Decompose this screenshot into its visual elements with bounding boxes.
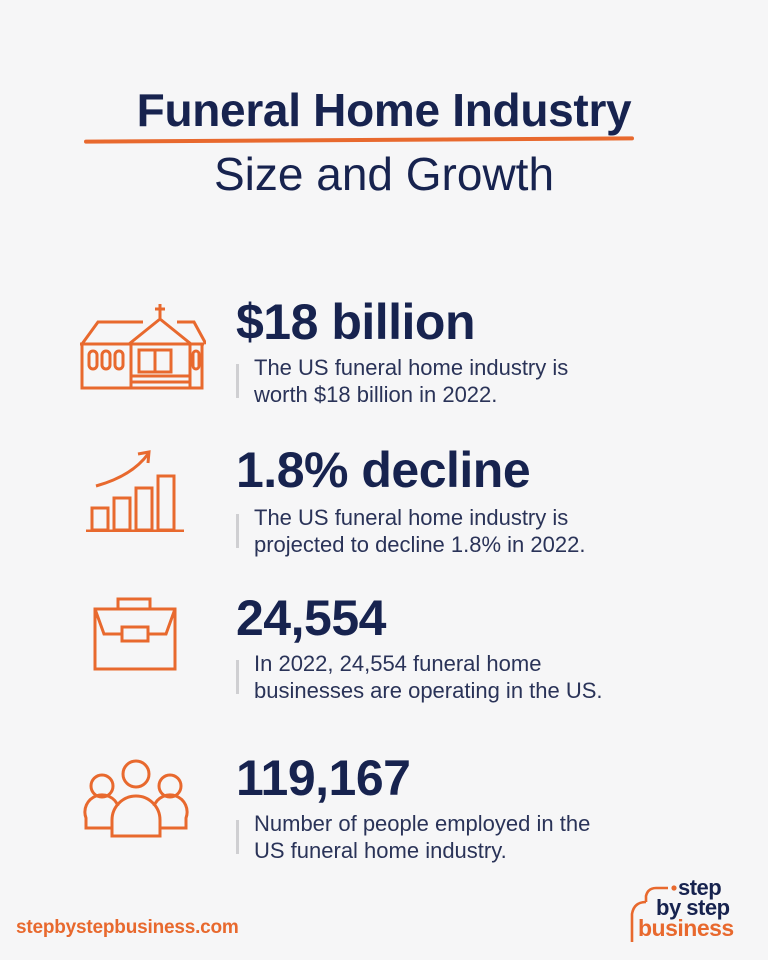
stat-description-line2: businesses are operating in the US. xyxy=(254,678,603,703)
quote-bar xyxy=(236,820,239,854)
stat-value: $18 billion xyxy=(236,294,476,350)
stat-description-line1: The US funeral home industry is xyxy=(254,505,569,530)
page-title: Funeral Home Industry xyxy=(136,84,632,136)
funeral-home-building-icon xyxy=(78,294,206,394)
brand-logo xyxy=(626,875,746,944)
stat-value: 24,554 xyxy=(236,590,386,646)
page-subtitle: Size and Growth xyxy=(213,148,555,200)
header xyxy=(0,82,768,138)
stat-growth xyxy=(0,440,768,590)
briefcase-icon xyxy=(92,596,178,672)
logo-text-step: step xyxy=(678,875,722,900)
growth-bar-chart-icon xyxy=(82,446,188,532)
stat-description-line1: In 2022, 24,554 funeral home xyxy=(254,651,542,676)
quote-bar xyxy=(236,514,239,548)
stat-businesses xyxy=(0,588,768,738)
stat-value: 119,167 xyxy=(236,750,411,806)
people-group-icon xyxy=(82,756,190,838)
footer-website-link[interactable]: stepbystepbusiness.com xyxy=(16,917,239,938)
stat-employment xyxy=(0,748,768,898)
logo-text-by-step: by step xyxy=(656,895,730,920)
stat-description-line2: worth $18 billion in 2022. xyxy=(254,382,498,407)
logo-text-business: business xyxy=(638,915,734,941)
stat-description-line2: projected to decline 1.8% in 2022. xyxy=(254,532,586,557)
quote-bar xyxy=(236,660,239,694)
stat-industry-value xyxy=(0,290,768,440)
stat-description-line2: US funeral home industry. xyxy=(254,838,507,863)
quote-bar xyxy=(236,364,239,398)
stat-description-line1: The US funeral home industry is xyxy=(254,355,569,380)
stat-value: 1.8% decline xyxy=(236,442,531,498)
stat-description-line1: Number of people employed in the xyxy=(254,811,591,836)
